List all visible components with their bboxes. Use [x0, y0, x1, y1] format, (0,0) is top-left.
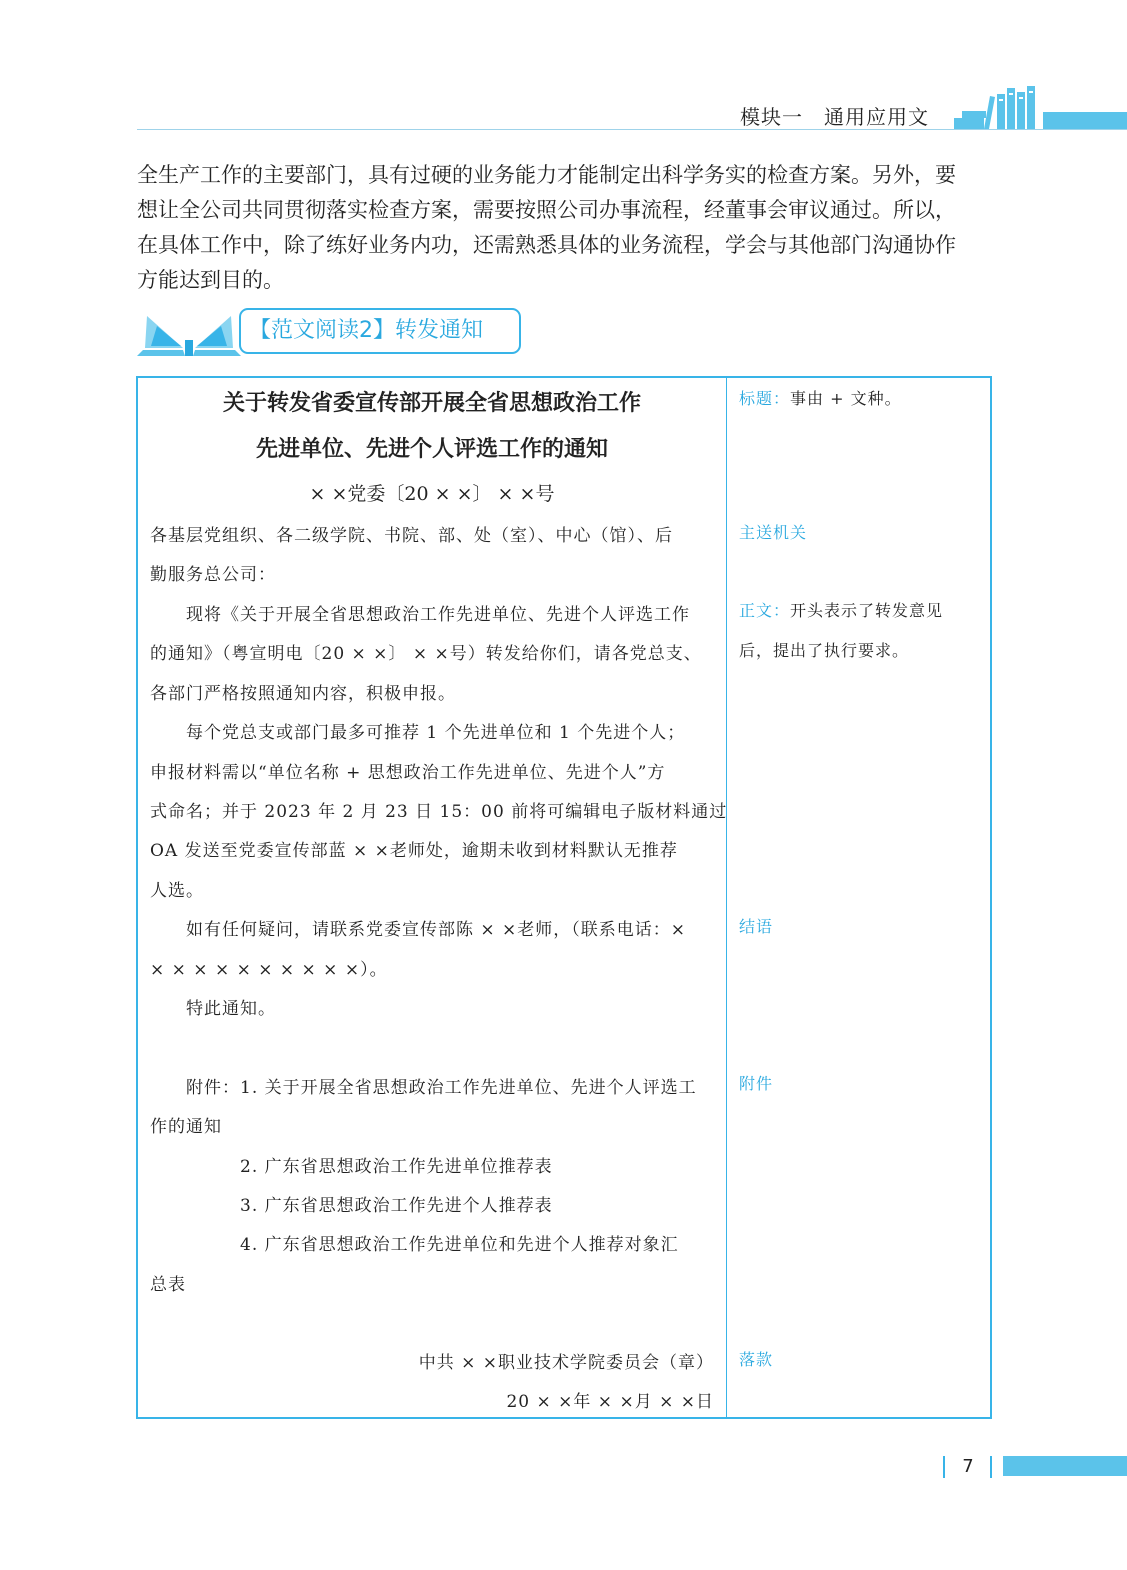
signature-note — [739, 1347, 773, 1370]
bookshelf-icon — [952, 84, 1042, 129]
signature: 中共 × ×职业技术学院委员会（章） — [418, 1353, 714, 1373]
signature-date: 20 × ×年 × ×月 × ×日 — [506, 1392, 714, 1412]
intro-line: 想让全公司共同贯彻落实检查方案，需要按照公司办事流程，经董事会审议通过。所以， — [137, 198, 956, 222]
document-number: × ×党委〔20 × ×〕 × ×号 — [309, 483, 555, 505]
body-line: 人选。 — [150, 881, 204, 901]
note-label: 结语 — [739, 917, 774, 936]
page-number-divider — [990, 1456, 992, 1478]
attachment-line: 作的通知 — [150, 1117, 222, 1137]
footer-accent-bar — [1003, 1456, 1127, 1476]
page-number-divider — [943, 1456, 945, 1478]
annotation-column — [727, 378, 990, 1417]
note-label: 附件 — [739, 1074, 774, 1093]
note-text: 后，提出了执行要求。 — [739, 641, 910, 660]
module-title: 模块一 通用应用文 — [740, 105, 929, 129]
note-label: 主送机关 — [739, 523, 808, 542]
closing-line: 特此通知。 — [186, 999, 276, 1019]
attachment-line: 2. 广东省思想政治工作先进单位推荐表 — [240, 1157, 553, 1177]
body-line: 申报材料需以“单位名称 + 思想政治工作先进单位、先进个人”方 — [150, 763, 666, 783]
open-book-icon — [137, 310, 241, 358]
document-column — [138, 378, 726, 1417]
intro-line: 方能达到目的。 — [137, 268, 284, 292]
note-label: 落款 — [739, 1350, 774, 1369]
recipients-line: 勤服务总公司： — [150, 565, 276, 585]
recipient-note — [739, 520, 807, 543]
page-number: 7 — [962, 1456, 974, 1477]
body-line: 各部门严格按照通知内容，积极申报。 — [150, 684, 456, 704]
body-line: 的通知》（粤宣明电〔20 × ×〕 × ×号）转发给你们，请各党总支、 — [150, 644, 702, 664]
attachment-note — [739, 1071, 773, 1094]
document-title-line: 关于转发省委宣传部开展全省思想政治工作 — [222, 391, 641, 416]
attachment-line: 4. 广东省思想政治工作先进单位和先进个人推荐对象汇 — [240, 1235, 679, 1255]
header-accent-bar — [1043, 112, 1127, 129]
note-label: 正文： — [739, 601, 791, 620]
header-divider — [137, 129, 1127, 130]
title-note — [739, 386, 902, 409]
attachment-line: 3. 广东省思想政治工作先进个人推荐表 — [240, 1196, 553, 1216]
note-label: 标题： — [739, 389, 791, 408]
closing-note — [739, 914, 773, 937]
section-title: 【范文阅读2】转发通知 — [239, 308, 521, 354]
attachment-line: 附件：1. 关于开展全省思想政治工作先进单位、先进个人评选工 — [186, 1078, 697, 1098]
note-text: 开头表示了转发意见 — [790, 601, 944, 620]
note-text: 事由 + 文种。 — [790, 389, 902, 408]
body-line: 每个党总支或部门最多可推荐 1 个先进单位和 1 个先进个人； — [186, 723, 686, 743]
attachment-line: 总表 — [150, 1275, 186, 1295]
body-line: 式命名；并于 2023 年 2 月 23 日 15：00 前将可编辑电子版材料通过 — [150, 802, 728, 822]
intro-line: 在具体工作中，除了练好业务内功，还需熟悉具体的业务流程，学会与其他部门沟通协作 — [137, 233, 956, 257]
intro-line: 全生产工作的主要部门，具有过硬的业务能力才能制定出科学务实的检查方案。另外，要 — [137, 163, 956, 187]
section-heading — [137, 308, 527, 360]
recipients-line: 各基层党组织、各二级学院、书院、部、处（室）、中心（馆）、后 — [150, 526, 673, 546]
body-line: 现将《关于开展全省思想政治工作先进单位、先进个人评选工作 — [186, 605, 690, 625]
body-line: OA 发送至党委宣传部蓝 × ×老师处，逾期未收到材料默认无推荐 — [150, 841, 678, 861]
sample-document-table — [136, 376, 992, 1419]
closing-line: × × × × × × × × × ×）。 — [150, 960, 388, 980]
body-note-cont — [739, 638, 909, 661]
document-title-line: 先进单位、先进个人评选工作的通知 — [255, 437, 608, 462]
closing-line: 如有任何疑问，请联系党委宣传部陈 × ×老师，（联系电话：× — [186, 920, 687, 940]
intro-paragraph — [137, 158, 997, 298]
body-note — [739, 598, 943, 621]
